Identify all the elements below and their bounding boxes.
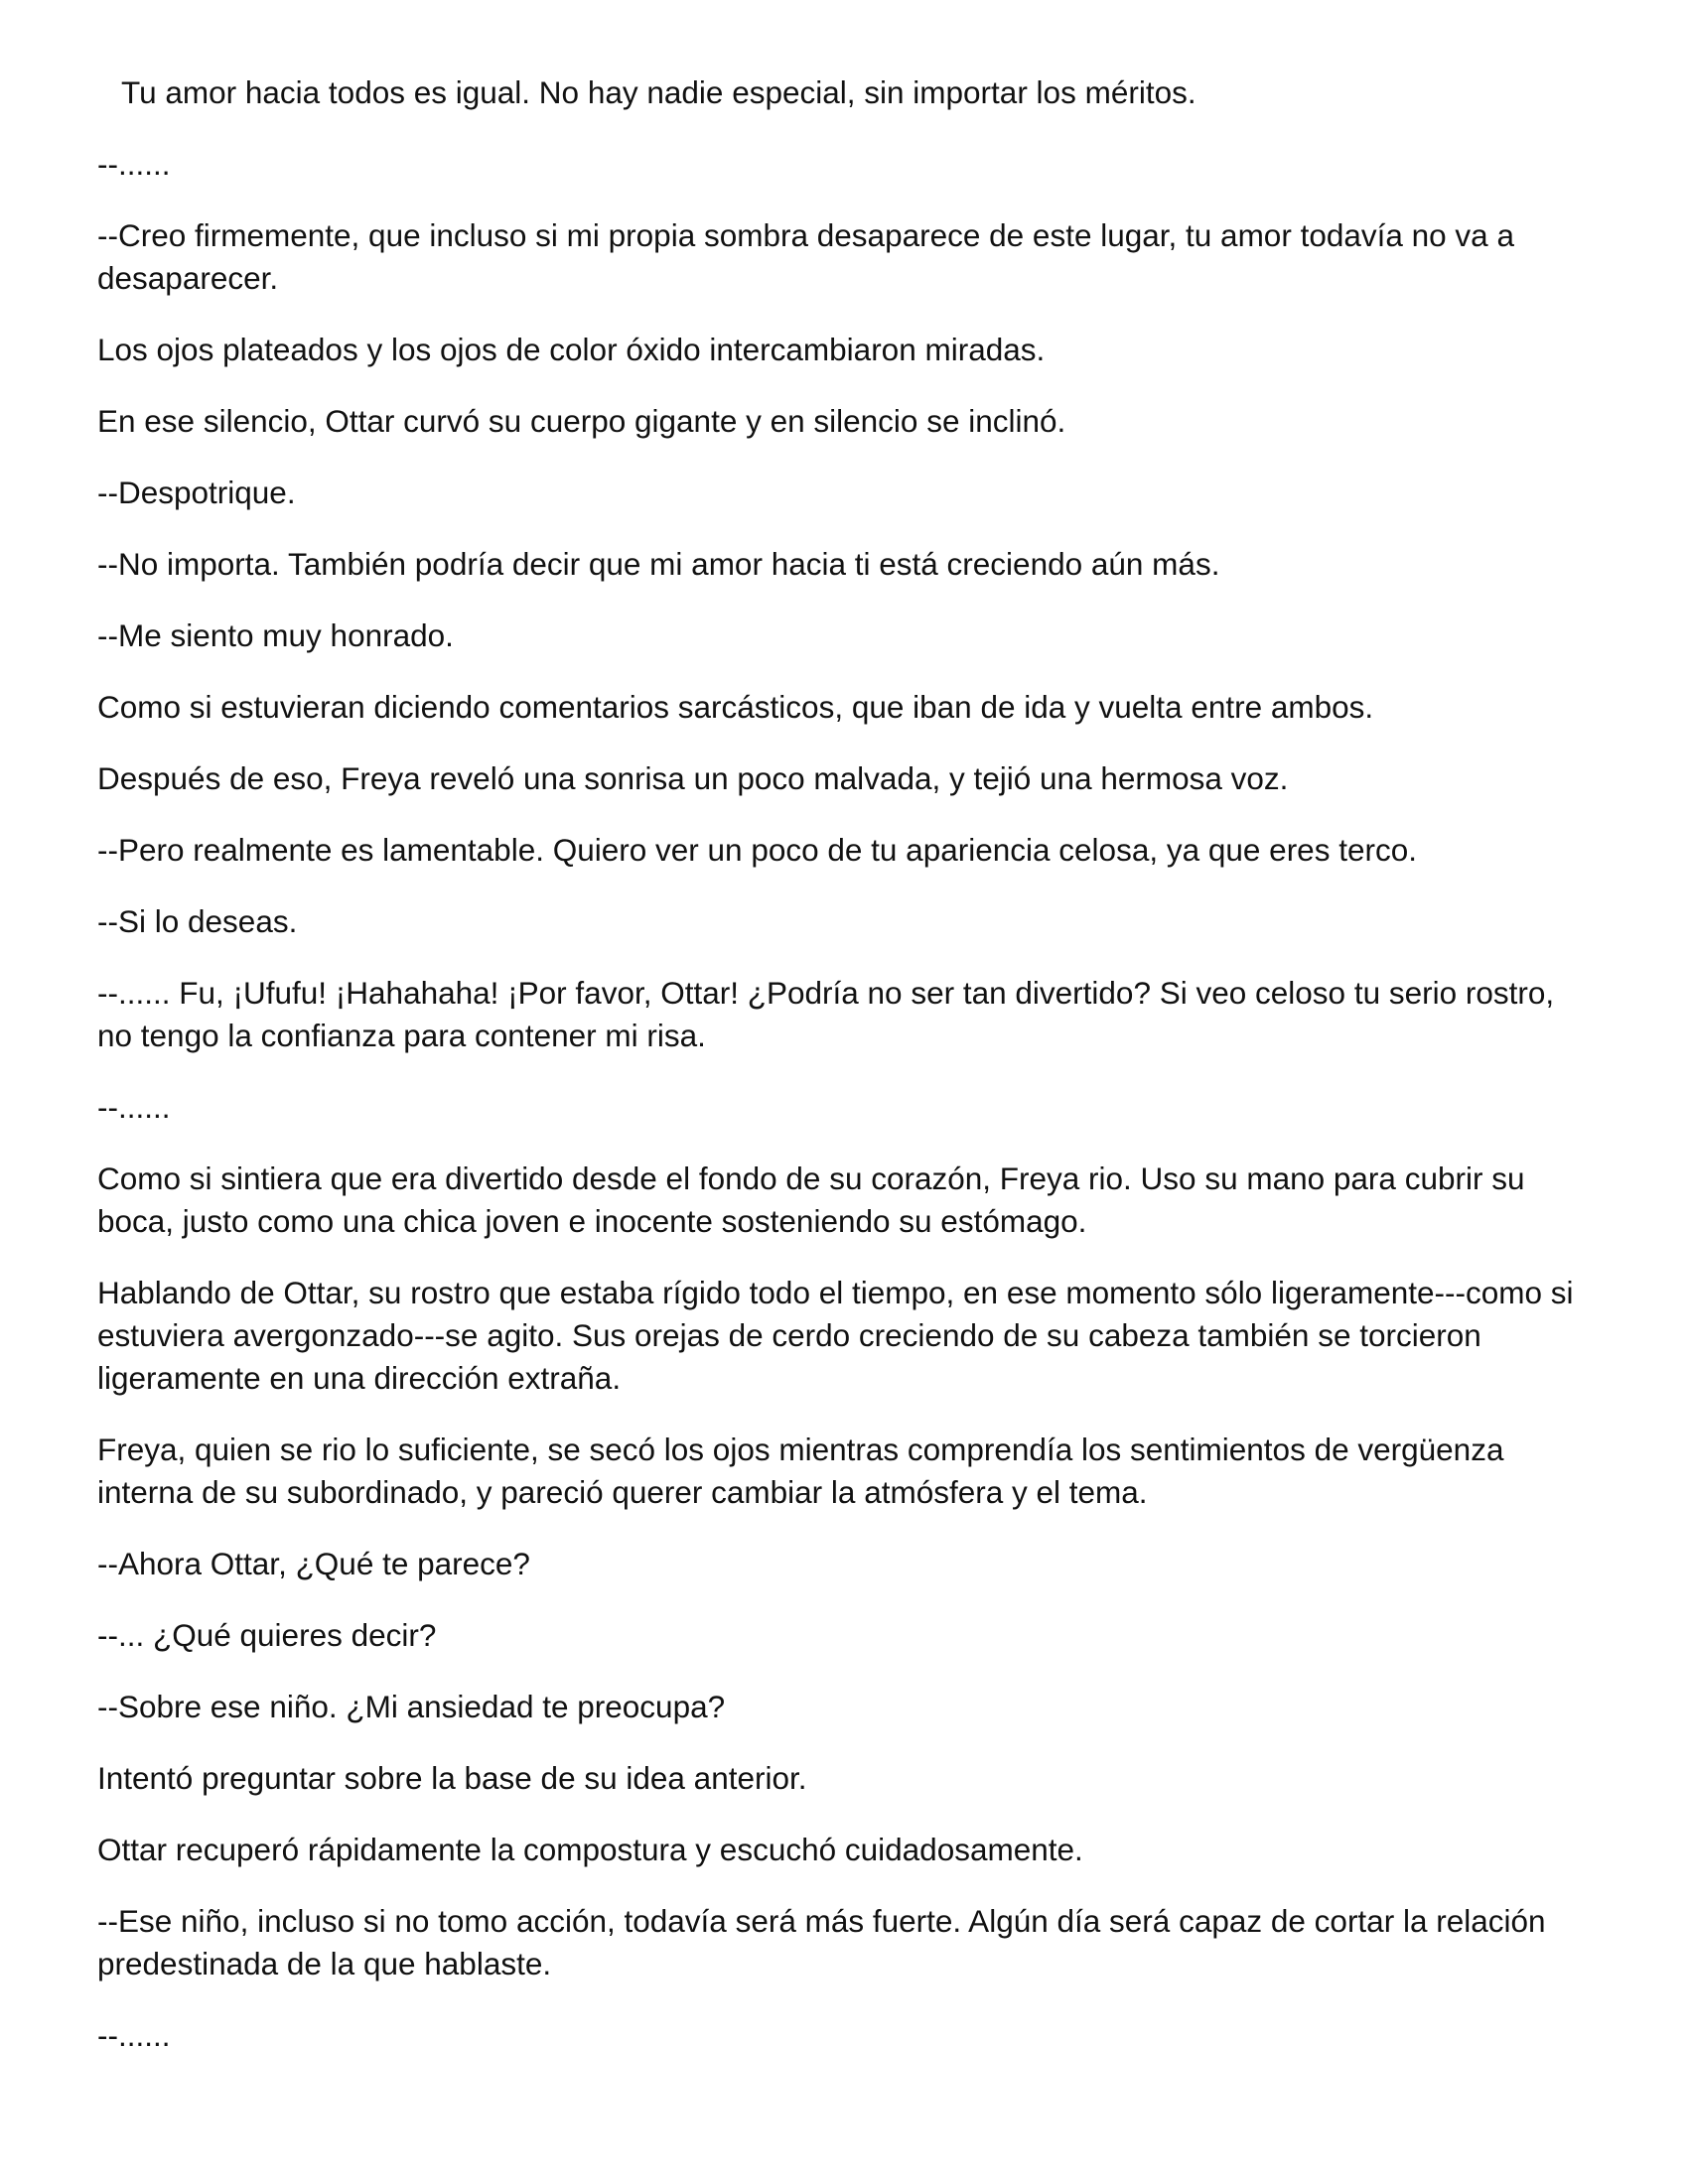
paragraph-20: --Sobre ese niño. ¿Mi ansiedad te preocupa? — [97, 1689, 726, 1724]
paragraph-9: Como si estuvieran diciendo comentarios sarcásticos, que iban de ida y vuelta entre ambos. — [97, 689, 1374, 725]
paragraph-5: En ese silencio, Ottar curvó su cuerpo gigante y en silencio se inclinó. — [97, 403, 1066, 439]
paragraph-24: --...... — [97, 2017, 171, 2053]
paragraph-23: --Ese niño, incluso si no tomo acción, todavía será más fuerte. Algún día será capaz de cortar la relación predestinada de la que hablaste. — [97, 1903, 1546, 1981]
paragraph-19: --... ¿Qué quieres decir? — [97, 1617, 437, 1653]
paragraph-14: --...... — [97, 1089, 171, 1125]
paragraph-21: Intentó preguntar sobre la base de su idea anterior. — [97, 1760, 807, 1796]
paragraph-16: Hablando de Ottar, su rostro que estaba rígido todo el tiempo, en ese momento sólo ligeramente---como si estuviera avergonzado---se agito. Sus orejas de cerdo creciendo de su cabeza también se torcieron ligeramente en una dirección extraña. — [97, 1275, 1574, 1396]
paragraph-6: --Despotrique. — [97, 475, 296, 510]
paragraph-10: Después de eso, Freya reveló una sonrisa un poco malvada, y tejió una hermosa voz. — [97, 760, 1289, 796]
paragraph-22: Ottar recuperó rápidamente la compostura y escuchó cuidadosamente. — [97, 1832, 1083, 1867]
paragraph-4: Los ojos plateados y los ojos de color óxido intercambiaron miradas. — [97, 332, 1046, 367]
paragraph-2: --...... — [97, 146, 171, 182]
paragraph-15: Como si sintiera que era divertido desde el fondo de su corazón, Freya rio. Uso su mano para cubrir su boca, justo como una chica joven e inocente sosteniendo su estómago. — [97, 1160, 1525, 1239]
document-body — [97, 71, 1587, 2086]
paragraph-11: --Pero realmente es lamentable. Quiero ver un poco de tu apariencia celosa, ya que eres terco. — [97, 832, 1417, 868]
paragraph-3: --Creo firmemente, que incluso si mi propia sombra desaparece de este lugar, tu amor todavía no va a desaparecer. — [97, 217, 1514, 296]
paragraph-8: --Me siento muy honrado. — [97, 617, 454, 653]
paragraph-7: --No importa. También podría decir que mi amor hacia ti está creciendo aún más. — [97, 546, 1220, 582]
paragraph-13: --...... Fu, ¡Ufufu! ¡Hahahaha! ¡Por favor, Ottar! ¿Podría no ser tan divertido? Si veo celoso tu serio rostro, no tengo la confianza para contener mi risa. — [97, 975, 1555, 1053]
paragraph-12: --Si lo deseas. — [97, 903, 298, 939]
paragraph-18: --Ahora Ottar, ¿Qué te parece? — [97, 1546, 530, 1581]
paragraph-1: Tu amor hacia todos es igual. No hay nadie especial, sin importar los méritos. — [121, 74, 1196, 110]
paragraph-17: Freya, quien se rio lo suficiente, se secó los ojos mientras comprendía los sentimientos de vergüenza interna de su subordinado, y pareció querer cambiar la atmósfera y el tema. — [97, 1432, 1504, 1510]
